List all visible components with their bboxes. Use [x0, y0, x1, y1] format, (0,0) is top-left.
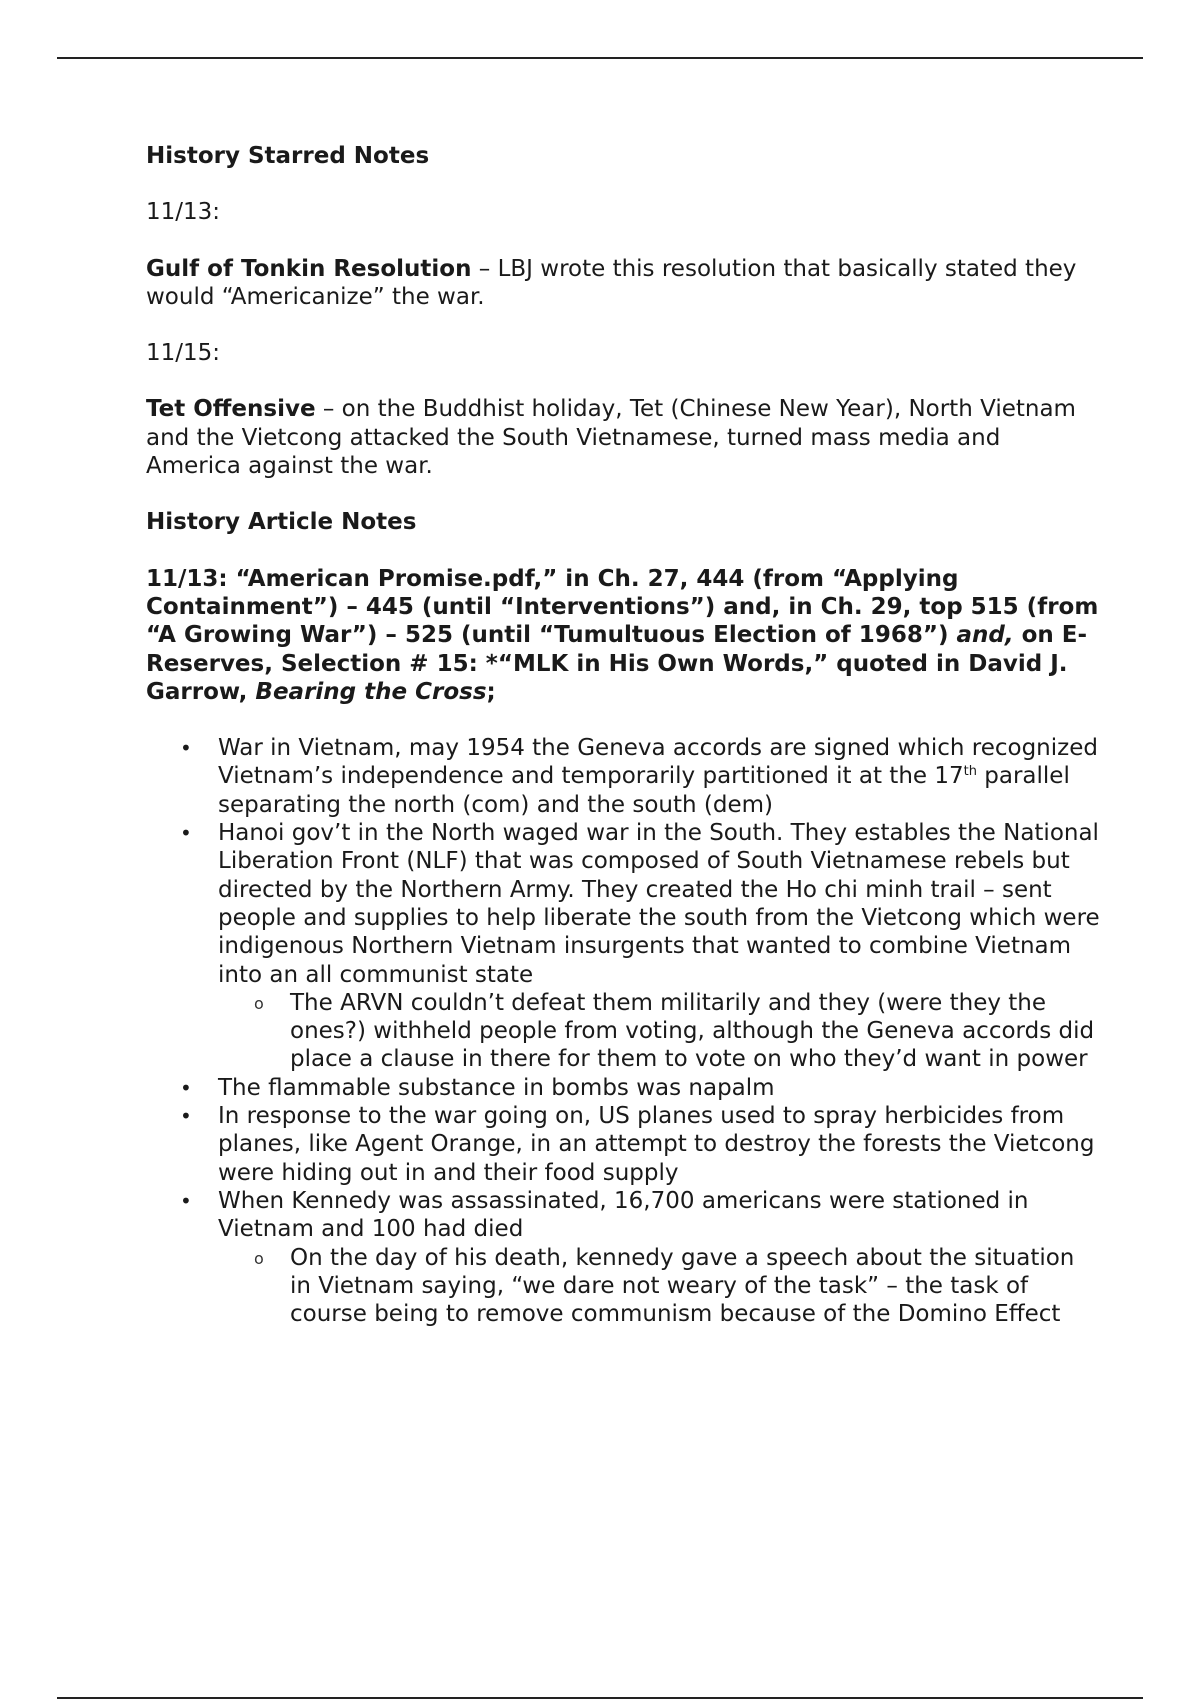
list-item-text: War in Vietnam, may 1954 the Geneva accords are signed which recognized Vietnam’s independence and temporarily partitioned it at the 17 [218, 735, 1098, 790]
list-item-text: Hanoi gov’t in the North waged war in the South. They estables the National Liberation Front (NLF) that was composed of South Vietnamese rebels but directed by the Northern Army. They created the Ho chi minh trail – sent people and supplies to help liberate the south from the Vietcong which were indigenous Northern Vietnam insurgents that wanted to combine Vietnam into an all communist state [218, 820, 1100, 988]
bullet-icon: • [180, 1188, 192, 1213]
circle-bullet-icon: o [254, 993, 264, 1013]
sub-list-item [218, 1244, 1101, 1329]
bullet-icon: • [180, 736, 192, 761]
circle-bullet-icon: o [254, 1248, 264, 1268]
list-item [146, 1102, 1101, 1187]
list-item [146, 1074, 1101, 1102]
reading-part: on E-Reserves, Selection # 15: *“MLK in His Own Words,” quoted in David J. Garrow, [146, 622, 1088, 705]
term-definition: – on the Buddhist holiday, Tet (Chinese New Year), North Vietnam and the Vietcong attacked the South Vietnamese, turned mass media and America against the war. [146, 396, 1076, 480]
date-label: 11/15: [146, 340, 221, 367]
list-item-text: parallel separating the north (com) and the south (dem) [218, 763, 1070, 818]
heading-article-notes: History Article Notes [146, 509, 417, 536]
reading-part: 11/13: “American Promise.pdf,” in Ch. 27, 444 (from “Applying Containment”) – 445 (until “Interventions”) and, in Ch. 29, top 515 (from “A Growing War”) – 525 (until “Tumultuous Election of 1968”) [146, 565, 1099, 649]
term-definition: – LBJ wrote this resolution that basically stated they would “Americanize” the war. [146, 255, 1077, 310]
term-title: Tet Offensive [146, 396, 316, 423]
sub-list-item-text: On the day of his death, kennedy gave a speech about the situation in Vietnam saying, “we dare not weary of the task” – the task of course being to remove communism because of the Domino Effect [290, 1244, 1075, 1328]
list-item-text: In response to the war going on, US planes used to spray herbicides from planes, like Agent Orange, in an attempt to destroy the forests the Vietcong were hiding out in and their food supply [218, 1103, 1095, 1186]
sub-list-item [218, 989, 1101, 1074]
ordinal-superscript: th [963, 764, 977, 780]
bullet-icon: • [180, 821, 192, 846]
bullet-icon: • [180, 1075, 192, 1100]
term-entry-gulf-of-tonkin [146, 255, 1101, 312]
term-entry-tet-offensive [146, 395, 1101, 480]
reading-book-title: Bearing the Cross [255, 678, 487, 705]
sub-list-item-text: The ARVN couldn’t defeat them militarily and they (were they the ones?) withheld people from voting, although the Geneva accords did place a clause in there for them to vote on who they’d want in power [290, 989, 1095, 1073]
notes-list [146, 734, 1101, 1328]
sub-list [218, 1244, 1101, 1329]
heading-starred-notes: History Starred Notes [146, 143, 430, 169]
list-item [146, 1187, 1101, 1328]
term-title: Gulf of Tonkin Resolution [146, 255, 472, 282]
reading-part: ; [486, 678, 496, 705]
bullet-icon: • [180, 1104, 192, 1129]
header-rule [57, 57, 1143, 59]
document-body [146, 142, 1101, 1328]
reading-part-italic: and, [956, 622, 1014, 649]
date-label: 11/13: [146, 199, 221, 226]
reading-assignment [146, 565, 1101, 706]
footer-rule [57, 1697, 1143, 1699]
list-item-text: The flammable substance in bombs was napalm [218, 1074, 775, 1101]
list-item-text: When Kennedy was assassinated, 16,700 americans were stationed in Vietnam and 100 had died [218, 1187, 1029, 1243]
list-item [146, 819, 1101, 1074]
sub-list [218, 989, 1101, 1074]
list-item [146, 734, 1101, 819]
